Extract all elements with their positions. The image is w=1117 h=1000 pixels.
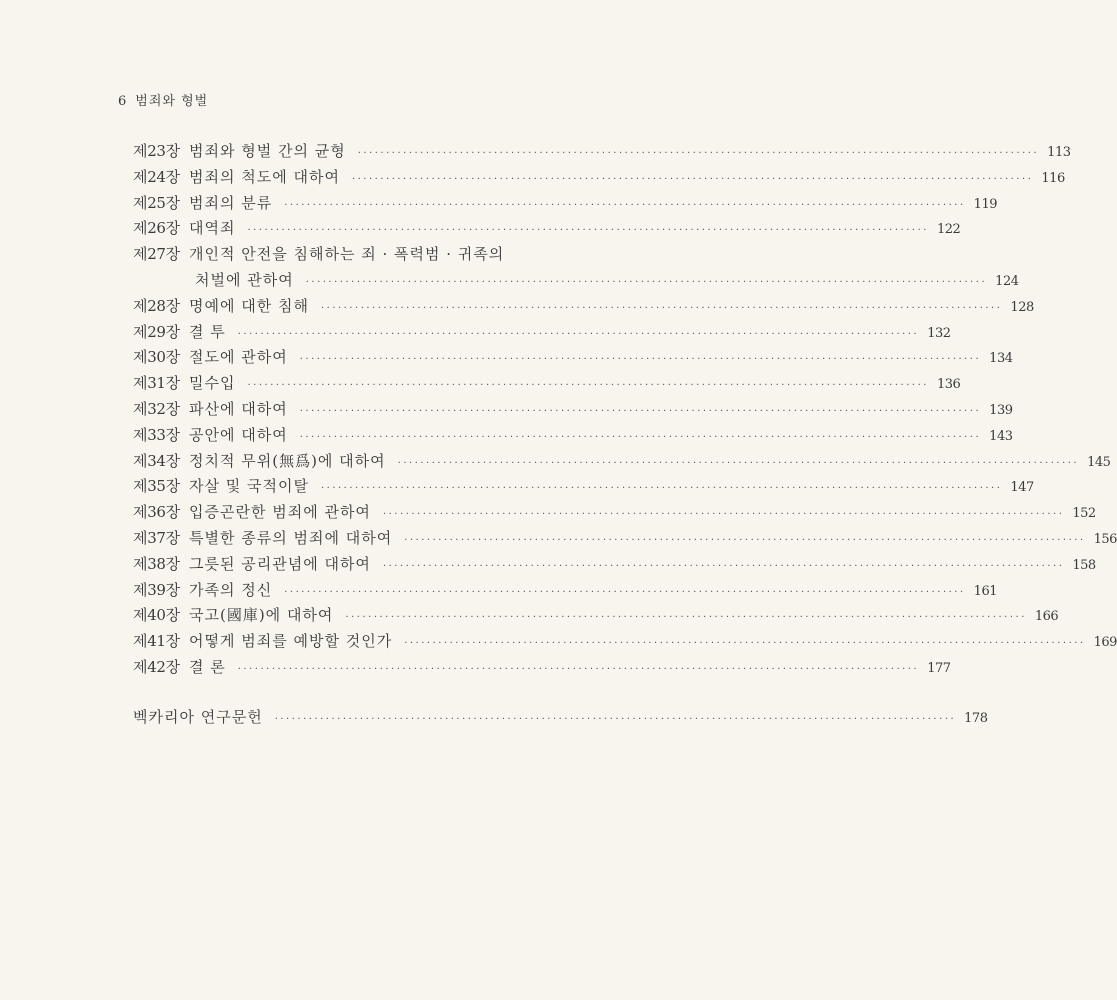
leader-dots: ························································································································ <box>404 534 1086 546</box>
chapter-number: 제33장 <box>133 425 180 444</box>
chapter-number: 제24장 <box>133 167 180 186</box>
leader-dots: ························································································································ <box>237 328 920 340</box>
chapter-number: 제31장 <box>133 374 180 393</box>
toc-entry <box>133 321 951 347</box>
page-ref: 156 <box>1093 531 1117 547</box>
chapter-number: 제36장 <box>133 503 180 522</box>
page-ref: 119 <box>973 196 997 212</box>
leader-dots: ························································································································ <box>284 199 966 211</box>
chapter-title: 입증곤란한 범죄에 관하여 <box>189 503 371 522</box>
leader-dots: ························································································································ <box>404 638 1086 650</box>
toc-entry <box>133 656 951 682</box>
chapter-title: 밀수입 <box>189 374 236 393</box>
toc-entry <box>133 553 1096 579</box>
chapter-title: 범죄의 척도에 대하여 <box>189 167 340 186</box>
leader-dots: ························································································································ <box>345 612 1027 624</box>
page-ref: 139 <box>989 402 1013 418</box>
chapter-title: 공안에 대하여 <box>189 425 288 444</box>
chapter-number: 제39장 <box>133 580 180 599</box>
chapter-title: 결 투 <box>189 322 226 341</box>
toc-entry <box>133 398 1013 424</box>
chapter-title: 파산에 대하여 <box>189 399 288 418</box>
page-ref: 136 <box>936 377 961 393</box>
leader-dots: ························································································································ <box>299 405 982 417</box>
toc-entry <box>133 140 1071 166</box>
chapter-number: 제27장 <box>133 245 180 264</box>
page-ref: 122 <box>936 222 961 238</box>
leader-dots: ························································································································ <box>299 431 982 443</box>
leader-dots: ························································································································ <box>299 354 982 366</box>
leader-dots: ························································································································ <box>247 380 929 392</box>
leader-dots: ························································································································ <box>247 225 929 237</box>
chapter-title: 그릇된 공리관념에 대하여 <box>189 554 371 573</box>
leader-dots: ························································································································ <box>320 483 1003 495</box>
toc-entry <box>133 346 1013 372</box>
chapter-title: 가족의 정신 <box>189 580 273 599</box>
bibliography-title: 벡카리아 연구문헌 <box>133 707 263 726</box>
chapter-title: 국고(國庫)에 대하여 <box>189 606 334 625</box>
chapter-number: 제29장 <box>133 322 180 341</box>
page-ref: 134 <box>989 351 1013 367</box>
chapter-number: 제42장 <box>133 657 180 676</box>
page-ref: 177 <box>927 660 951 676</box>
toc-entry <box>133 295 1034 321</box>
chapter-number: 제23장 <box>133 142 180 160</box>
leader-dots: ························································································································ <box>351 173 1034 185</box>
toc-entry <box>133 217 961 243</box>
chapter-number: 제32장 <box>133 399 180 418</box>
toc-entry <box>133 450 1111 476</box>
leader-dots: ························································································································ <box>382 509 1065 521</box>
toc-entry <box>133 579 997 605</box>
chapter-number: 제28장 <box>133 296 180 315</box>
chapter-number: 제37장 <box>133 528 180 547</box>
page-ref: 161 <box>973 583 997 599</box>
chapter-number: 제26장 <box>133 219 180 238</box>
table-of-contents <box>133 140 1117 732</box>
leader-dots: ························································································································ <box>397 457 1080 469</box>
chapter-title: 명예에 대한 침해 <box>189 296 309 315</box>
page-ref: 158 <box>1072 557 1096 573</box>
toc-entry <box>133 604 1059 630</box>
bibliography-entry <box>133 706 988 732</box>
chapter-title: 어떻게 범죄를 예방할 것인가 <box>189 632 393 651</box>
page-ref: 166 <box>1034 609 1059 625</box>
chapter-number: 제41장 <box>133 632 180 651</box>
page-ref: 169 <box>1093 635 1117 651</box>
chapter-title: 범죄의 분류 <box>189 193 273 212</box>
page-ref: 147 <box>1010 480 1034 496</box>
leader-dots: ························································································································ <box>284 586 966 598</box>
toc-entry <box>133 527 1117 553</box>
toc-entry <box>133 243 598 269</box>
page-ref: 116 <box>1041 170 1065 186</box>
page-ref: 143 <box>989 428 1013 444</box>
toc-entry <box>133 424 1013 450</box>
leader-dots: ························································································································ <box>305 276 988 288</box>
toc-entry <box>133 501 1096 527</box>
page-number: 6 <box>118 94 128 109</box>
toc-entry <box>133 475 1034 501</box>
leader-dots: ························································································································ <box>237 663 920 675</box>
chapter-title: 범죄와 형벌 간의 균형 <box>189 142 346 160</box>
leader-dots: ························································································································ <box>274 713 957 725</box>
toc-entry <box>133 630 1117 656</box>
toc-entry <box>133 372 961 398</box>
chapter-number: 제25장 <box>133 193 180 212</box>
chapter-title: 정치적 무위(無爲)에 대하여 <box>189 451 386 470</box>
page-ref: 124 <box>995 273 1019 289</box>
page-ref: 113 <box>1047 145 1071 160</box>
running-head <box>118 90 208 109</box>
toc-entry <box>133 166 1065 192</box>
toc-entry-continuation <box>133 269 1019 295</box>
page-ref: 132 <box>927 325 951 341</box>
toc-entry <box>133 192 997 218</box>
chapter-number: 제30장 <box>133 348 180 367</box>
chapter-number: 제38장 <box>133 554 180 573</box>
page-ref: 145 <box>1087 454 1111 470</box>
chapter-title: 대역죄 <box>189 219 236 238</box>
chapter-title-continued: 처벌에 관하여 <box>195 270 294 289</box>
chapter-title: 결 론 <box>189 657 226 676</box>
page-ref: 152 <box>1072 506 1096 522</box>
leader-dots: ························································································································ <box>357 148 1040 159</box>
page-ref: 178 <box>964 710 988 726</box>
chapter-number: 제35장 <box>133 477 180 496</box>
leader-dots: ························································································································ <box>320 302 1003 314</box>
chapter-number: 제40장 <box>133 606 180 625</box>
page-ref: 128 <box>1010 299 1034 315</box>
chapter-number: 제34장 <box>133 451 180 470</box>
leader-dots: ························································································································ <box>382 560 1065 572</box>
chapter-title: 절도에 관하여 <box>189 348 288 367</box>
chapter-title: 자살 및 국적이탈 <box>189 477 309 496</box>
chapter-title: 특별한 종류의 범죄에 대하여 <box>189 528 393 547</box>
book-title: 범죄와 형벌 <box>135 94 209 109</box>
chapter-title: 개인적 안전을 침해하는 죄 · 폭력범 · 귀족의 <box>189 245 505 264</box>
